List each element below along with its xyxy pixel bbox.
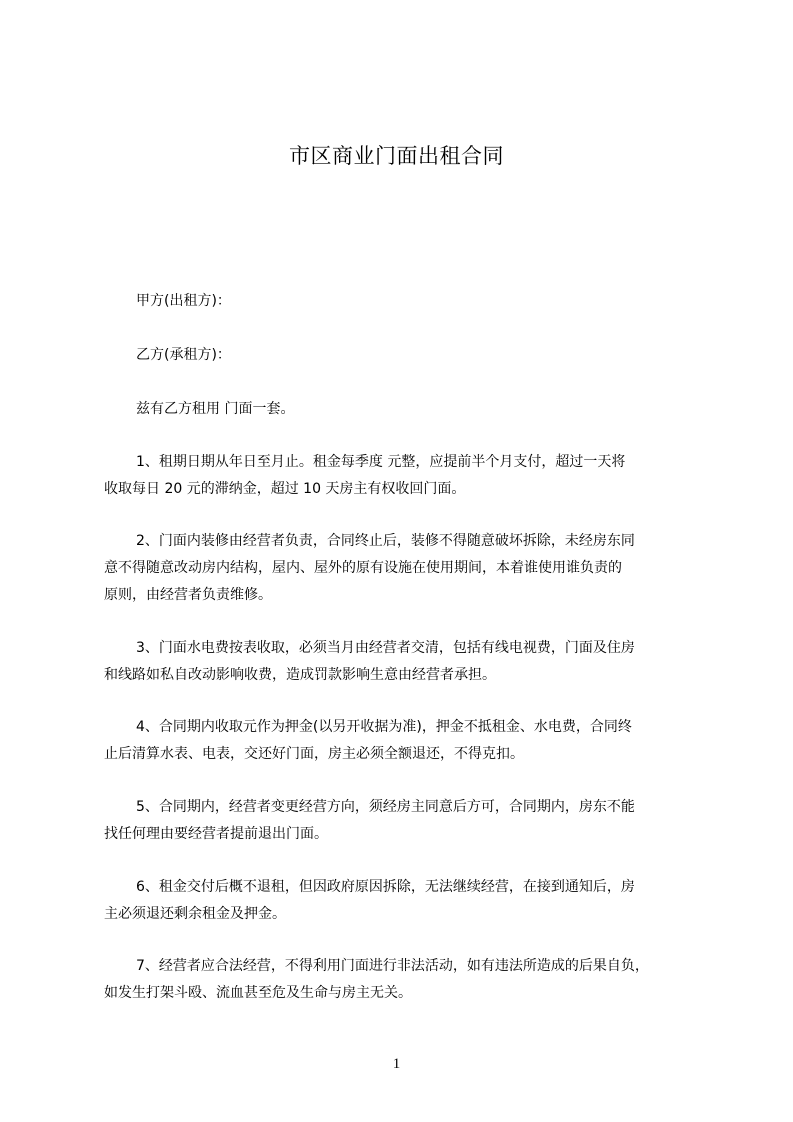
clause-2-line-2: 意不得随意改动房内结构，屋内、屋外的原有设施在使用期间，本着谁使用谁负责的 bbox=[104, 560, 622, 576]
clause-7-line-1: 7、经营者应合法经营，不得利用门面进行非法活动，如有违法所造成的后果自负， bbox=[136, 958, 649, 974]
document-title: 市区商业门面出租合同 bbox=[289, 144, 504, 168]
clause-1-line-1: 1、租期日期从年日至月止。租金每季度 元整，应提前半个月支付，超过一天将 bbox=[136, 454, 626, 470]
clause-4-line-1: 4、合同期内收取元作为押金(以另开收据为准)，押金不抵租金、水电费，合同终 bbox=[136, 719, 632, 735]
intro-line: 兹有乙方租用 门面一套。 bbox=[136, 401, 295, 417]
clause-5-line-1: 5、合同期内，经营者变更经营方向，须经房主同意后方可，合同期内，房东不能 bbox=[136, 799, 635, 815]
clause-6-line-1: 6、租金交付后概不退租，但因政府原因拆除，无法继续经营，在接到通知后，房 bbox=[136, 879, 635, 895]
party-b-line: 乙方(承租方)： bbox=[136, 347, 231, 363]
clause-5-line-2: 找任何理由要经营者提前退出门面。 bbox=[104, 826, 328, 842]
clause-1-line-2: 收取每日 20 元的滞纳金，超过 10 天房主有权收回门面。 bbox=[104, 481, 466, 497]
party-a-line: 甲方(出租方)： bbox=[136, 293, 231, 309]
clause-2-line-1: 2、门面内装修由经营者负责，合同终止后，装修不得随意破坏拆除，未经房东同 bbox=[136, 533, 635, 549]
clause-7-line-2: 如发生打架斗殴、流血甚至危及生命与房主无关。 bbox=[104, 985, 412, 1001]
page-number: 1 bbox=[392, 1056, 401, 1072]
clause-3-line-2: 和线路如私自改动影响收费，造成罚款影响生意由经营者承担。 bbox=[104, 667, 496, 683]
clause-6-line-2: 主必须退还剩余租金及押金。 bbox=[104, 906, 286, 922]
clause-4-line-2: 止后清算水表、电表，交还好门面，房主必须全额退还，不得克扣。 bbox=[104, 746, 524, 762]
clause-3-line-1: 3、门面水电费按表收取，必须当月由经营者交清，包括有线电视费，门面及住房 bbox=[136, 640, 635, 656]
clause-2-line-3: 原则，由经营者负责维修。 bbox=[104, 587, 272, 603]
